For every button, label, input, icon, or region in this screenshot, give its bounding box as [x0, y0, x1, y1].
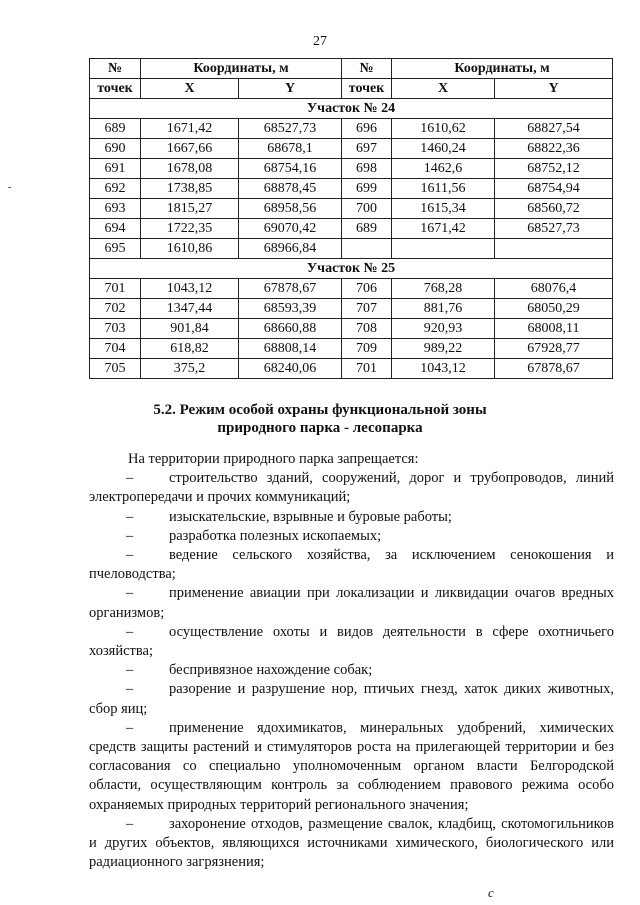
- table-cell: 618,82: [141, 339, 239, 359]
- table-cell: 1611,56: [392, 179, 495, 199]
- list-item-text: разработка полезных ископаемых;: [169, 527, 382, 544]
- table-cell: 989,22: [392, 339, 495, 359]
- table-cell: 68560,72: [495, 199, 613, 219]
- table-row: [90, 319, 613, 339]
- table-row: [90, 159, 613, 179]
- table-cell: 68754,94: [495, 179, 613, 199]
- prohibition-list: [89, 469, 614, 872]
- table-cell: 696: [342, 119, 392, 139]
- table-cell: 1678,08: [141, 159, 239, 179]
- heading-line-1: 5.2. Режим особой охраны функциональной зоны: [153, 402, 487, 418]
- list-item-text: разорение и разрушение нор, птичьих гнезд, хаток диких животных, сбор яиц;: [89, 681, 614, 717]
- table-cell: 709: [342, 339, 392, 359]
- body-text: [89, 450, 614, 872]
- list-item: [89, 661, 614, 680]
- table-row: [90, 119, 613, 139]
- table-cell: 1722,35: [141, 219, 239, 239]
- table-cell: 701: [342, 359, 392, 379]
- list-dash: –: [126, 681, 134, 698]
- table-cell: 901,84: [141, 319, 239, 339]
- table-cell: 68008,11: [495, 319, 613, 339]
- section-title-row: [90, 259, 613, 279]
- table-cell: 1667,66: [141, 139, 239, 159]
- table-row: [90, 179, 613, 199]
- list-dash: –: [126, 585, 134, 602]
- table-cell: 1610,86: [141, 239, 239, 259]
- list-item-text: применение ядохимикатов, минеральных удобрений, химических средств защиты растений и стимуляторов роста на прилегающей территории и без согласования со специально уполномоченным органом власти Белгородской области, осуществляющим контроль за соблюдением правового режима особо охраняемых природных территорий регионального значения;: [89, 719, 614, 813]
- header-coords-right: Координаты, м: [392, 59, 613, 79]
- table-cell: 68050,29: [495, 299, 613, 319]
- section-title: Участок № 24: [90, 99, 613, 119]
- list-dash: –: [126, 508, 134, 525]
- list-dash: –: [126, 623, 134, 640]
- table-cell: 1815,27: [141, 199, 239, 219]
- table-cell: 1610,62: [392, 119, 495, 139]
- list-item-text: ведение сельского хозяйства, за исключением сенокошения и пчеловодства;: [89, 547, 614, 583]
- list-item-text: беспривязное нахождение собак;: [169, 662, 373, 679]
- table-cell: 707: [342, 299, 392, 319]
- table-cell: 1671,42: [392, 219, 495, 239]
- table-cell: [392, 239, 495, 259]
- list-dash: –: [126, 815, 134, 832]
- header-y-right: Y: [495, 79, 613, 99]
- list-item: [89, 815, 614, 873]
- table-row: [90, 139, 613, 159]
- table-cell: 881,76: [392, 299, 495, 319]
- table-cell: 1043,12: [141, 279, 239, 299]
- header-x-left: X: [141, 79, 239, 99]
- table-cell: 695: [90, 239, 141, 259]
- table-cell: 699: [342, 179, 392, 199]
- table-cell: 68752,12: [495, 159, 613, 179]
- table-cell: 67928,77: [495, 339, 613, 359]
- table-cell: 68660,88: [239, 319, 342, 339]
- table-cell: 689: [342, 219, 392, 239]
- table-cell: 704: [90, 339, 141, 359]
- header-num-right: №: [342, 59, 392, 79]
- table-row: [90, 219, 613, 239]
- table-row: [90, 279, 613, 299]
- table-cell: 68754,16: [239, 159, 342, 179]
- table-row: [90, 299, 613, 319]
- table-cell: 698: [342, 159, 392, 179]
- section-title: Участок № 25: [90, 259, 613, 279]
- list-item: [89, 719, 614, 815]
- list-item-text: строительство зданий, сооружений, дорог и трубопроводов, линий электропередачи и прочих коммуникаций;: [89, 470, 614, 506]
- table-body: [90, 99, 613, 379]
- table-cell: 1671,42: [141, 119, 239, 139]
- page-number: 27: [313, 34, 327, 49]
- heading-line-2: природного парка - лесопарка: [217, 420, 423, 436]
- header-points: точек: [90, 79, 141, 99]
- header-points-right: точек: [342, 79, 392, 99]
- table-cell: 68678,1: [239, 139, 342, 159]
- table-cell: 708: [342, 319, 392, 339]
- section-heading: [0, 401, 640, 437]
- table-cell: 68827,54: [495, 119, 613, 139]
- table-cell: [495, 239, 613, 259]
- table-cell: 1347,44: [141, 299, 239, 319]
- list-item-text: захоронение отходов, размещение свалок, кладбищ, скотомогильников и других объектов, являющихся источниками химического, биологического или радиационного загрязнения;: [89, 815, 614, 871]
- list-item: [89, 469, 614, 507]
- list-item: [89, 527, 614, 546]
- list-item-text: изыскательские, взрывные и буровые работы;: [169, 508, 452, 525]
- table-row: [90, 199, 613, 219]
- list-dash: –: [126, 719, 134, 736]
- table-cell: 68527,73: [495, 219, 613, 239]
- table-cell: 690: [90, 139, 141, 159]
- table-cell: 693: [90, 199, 141, 219]
- section-title-row: [90, 99, 613, 119]
- header-x-right: X: [392, 79, 495, 99]
- table-cell: 68593,39: [239, 299, 342, 319]
- table-cell: 68958,56: [239, 199, 342, 219]
- table-cell: 1738,85: [141, 179, 239, 199]
- list-dash: –: [126, 527, 134, 544]
- table-cell: 68878,45: [239, 179, 342, 199]
- table-cell: 703: [90, 319, 141, 339]
- table-cell: 702: [90, 299, 141, 319]
- table-cell: 1460,24: [392, 139, 495, 159]
- table-cell: 689: [90, 119, 141, 139]
- table-cell: 69070,42: [239, 219, 342, 239]
- header-coords-left: Координаты, м: [141, 59, 342, 79]
- list-item-text: осуществление охоты и видов деятельности в сфере охотничьего хозяйства;: [89, 623, 614, 660]
- table-cell: 706: [342, 279, 392, 299]
- table-cell: 68240,06: [239, 359, 342, 379]
- intro-paragraph: На территории природного парка запрещается:: [128, 451, 419, 467]
- list-item: [89, 508, 614, 527]
- list-item-text: применение авиации при локализации и ликвидации очагов вредных организмов;: [89, 585, 614, 621]
- list-item: [89, 584, 614, 622]
- table-cell: 692: [90, 179, 141, 199]
- table-cell: 701: [90, 279, 141, 299]
- table-cell: 705: [90, 359, 141, 379]
- table-cell: 697: [342, 139, 392, 159]
- table-cell: 1615,34: [392, 199, 495, 219]
- table-cell: [342, 239, 392, 259]
- coordinates-table: [89, 58, 613, 379]
- list-dash: –: [126, 470, 134, 487]
- header-y-left: Y: [239, 79, 342, 99]
- list-item: [89, 680, 614, 718]
- table-row: [90, 359, 613, 379]
- table-cell: 68076,4: [495, 279, 613, 299]
- margin-mark: -: [8, 182, 12, 193]
- corner-mark: с: [488, 885, 494, 900]
- table-cell: 768,28: [392, 279, 495, 299]
- table-cell: 694: [90, 219, 141, 239]
- table-cell: 67878,67: [239, 279, 342, 299]
- table-cell: 68822,36: [495, 139, 613, 159]
- table-cell: 68808,14: [239, 339, 342, 359]
- table-cell: 68966,84: [239, 239, 342, 259]
- table-cell: 68527,73: [239, 119, 342, 139]
- header-num: №: [90, 59, 141, 79]
- table-cell: 67878,67: [495, 359, 613, 379]
- list-dash: –: [126, 662, 134, 679]
- list-dash: –: [126, 547, 134, 564]
- table-row: [90, 339, 613, 359]
- table-row: [90, 239, 613, 259]
- table-cell: 1462,6: [392, 159, 495, 179]
- table-cell: 700: [342, 199, 392, 219]
- table-cell: 1043,12: [392, 359, 495, 379]
- table-cell: 375,2: [141, 359, 239, 379]
- table-cell: 691: [90, 159, 141, 179]
- list-item: [89, 546, 614, 584]
- list-item: [89, 623, 614, 661]
- table-cell: 920,93: [392, 319, 495, 339]
